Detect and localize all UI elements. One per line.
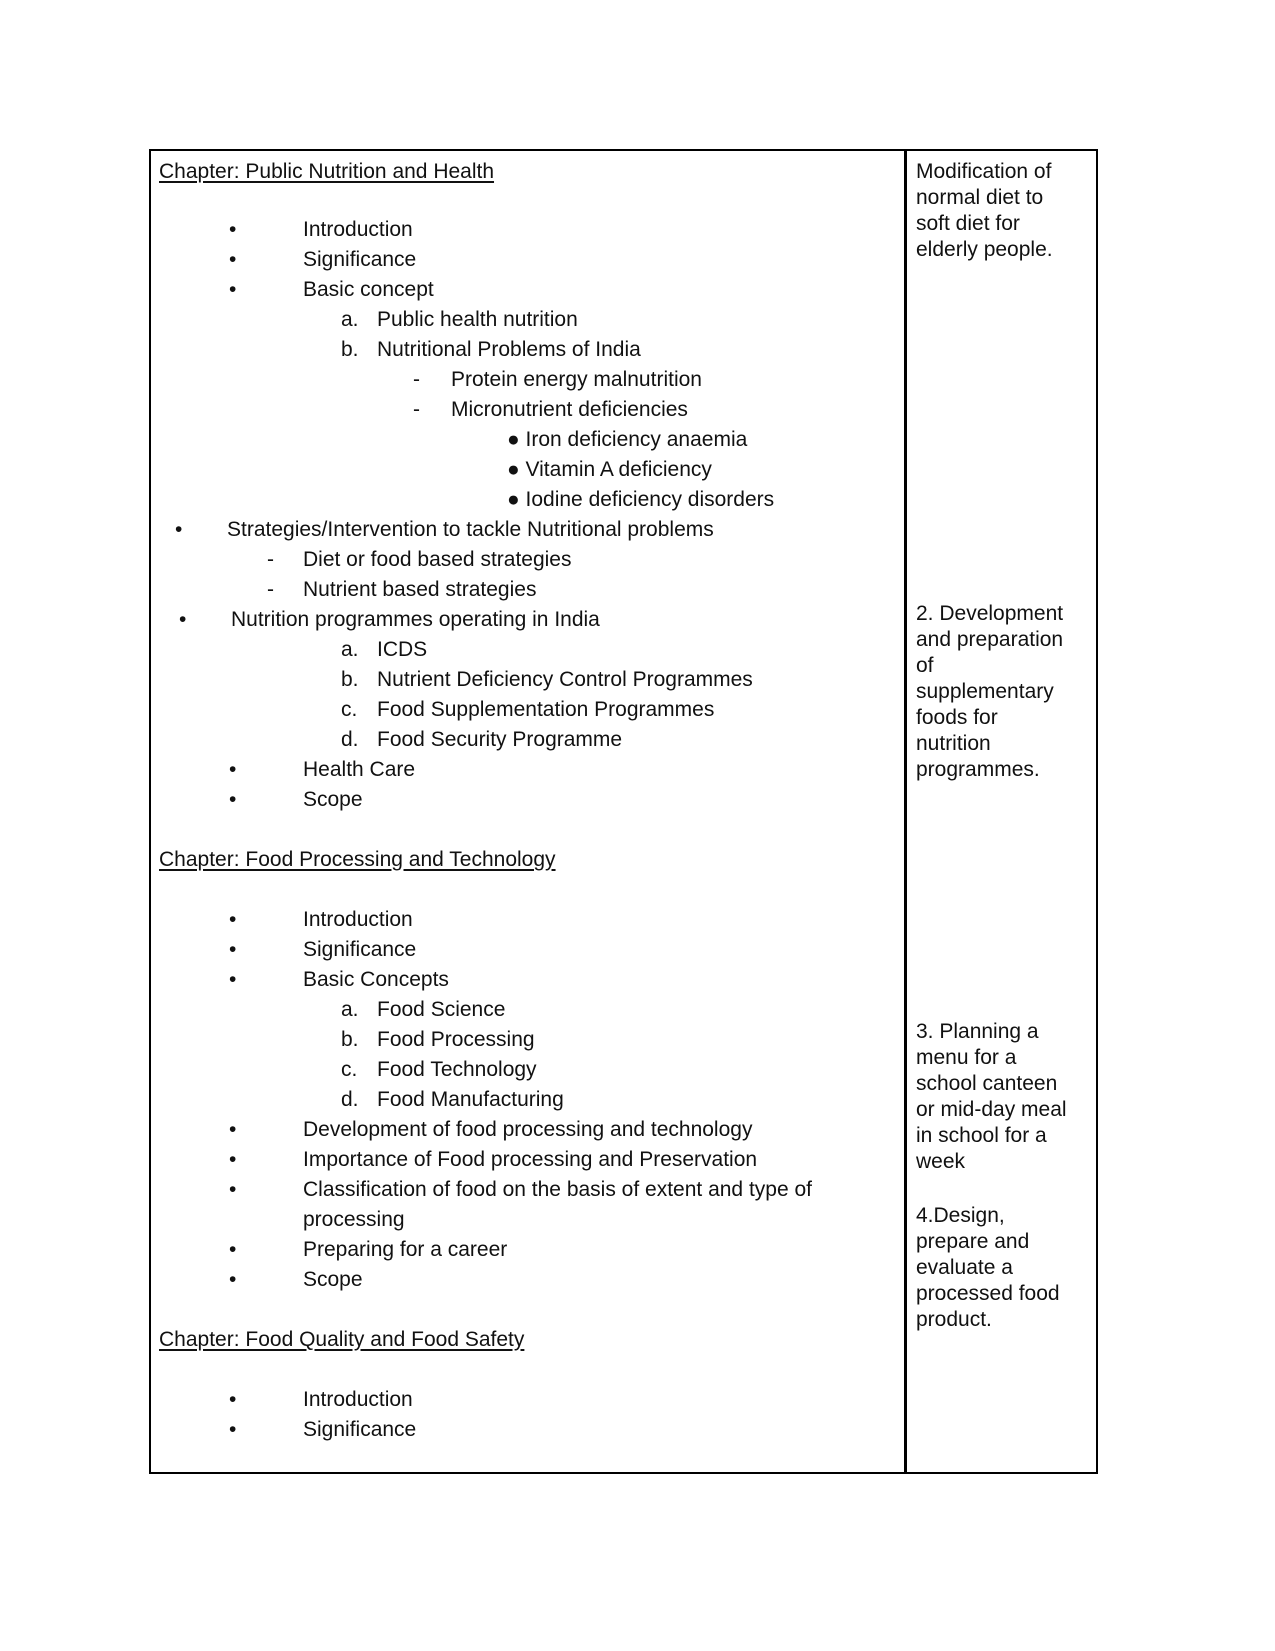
bullet-marker: • [229,248,237,271]
chapter-title-food-processing: Chapter: Food Processing and Technology [159,848,556,871]
list-letter: d. [341,728,359,751]
ch1-strategies: Strategies/Intervention to tackle Nutritional problems [227,518,714,541]
ch1-introduction: Introduction [303,218,413,241]
column-divider [904,151,907,1472]
bullet-marker: • [229,908,237,931]
list-letter: a. [341,998,359,1021]
ch1-icds: ICDS [377,638,428,661]
ch2-basic-concepts: Basic Concepts [303,968,449,991]
ch2-development: Development of food processing and technology [303,1118,753,1141]
practical-item-2: 2. Development and preparation of supplementary foods for nutrition programmes. [916,602,1064,781]
ch2-career: Preparing for a career [303,1238,508,1261]
ch2-food-manufacturing: Food Manufacturing [377,1088,564,1111]
ch2-introduction: Introduction [303,908,413,931]
bullet-marker: • [229,1118,237,1141]
bullet-marker: • [229,758,237,781]
list-letter: b. [341,1028,359,1051]
ch3-significance: Significance [303,1418,417,1441]
bullet-marker: • [175,518,183,541]
bullet-marker: • [229,1178,237,1201]
bullet-marker: • [229,1268,237,1291]
list-letter: b. [341,338,359,361]
list-letter: b. [341,668,359,691]
ch2-classification-line1: Classification of food on the basis of extent and type of [303,1178,812,1201]
chapter-title-food-quality: Chapter: Food Quality and Food Safety [159,1328,525,1351]
ch3-introduction: Introduction [303,1388,413,1411]
list-dash: - [267,548,274,571]
ch1-public-health-nutrition: Public health nutrition [377,308,578,331]
bullet-marker: • [229,1148,237,1171]
ch2-scope: Scope [303,1268,363,1291]
bullet-marker: • [229,968,237,991]
ch1-scope: Scope [303,788,363,811]
list-letter: a. [341,308,359,331]
ch1-diet-strategies: Diet or food based strategies [303,548,572,571]
list-letter: d. [341,1088,359,1111]
bullet-marker: • [229,938,237,961]
list-letter: a. [341,638,359,661]
list-dash: - [413,398,420,421]
ch2-food-processing: Food Processing [377,1028,535,1051]
ch1-fsp: Food Supplementation Programmes [377,698,715,721]
ch1-iodine: ● Iodine deficiency disorders [507,488,775,511]
ch2-food-science: Food Science [377,998,506,1021]
ch1-pem: Protein energy malnutrition [451,368,702,391]
ch2-importance: Importance of Food processing and Preservation [303,1148,758,1171]
bullet-marker: • [229,1388,237,1411]
ch2-significance: Significance [303,938,417,961]
ch1-iron-deficiency: ● Iron deficiency anaemia [507,428,748,451]
bullet-marker: • [179,608,187,631]
ch1-nutritional-problems: Nutritional Problems of India [377,338,641,361]
practical-item-4: 4.Design, prepare and evaluate a processed food product. [916,1204,1060,1331]
list-letter: c. [341,698,358,721]
list-dash: - [413,368,420,391]
bullet-marker: • [229,278,237,301]
bullet-marker: • [229,1238,237,1261]
ch1-nutrient-strategies: Nutrient based strategies [303,578,537,601]
bullet-marker: • [229,788,237,811]
ch1-health-care: Health Care [303,758,416,781]
ch2-food-technology: Food Technology [377,1058,537,1081]
chapter-title-public-nutrition: Chapter: Public Nutrition and Health [159,160,495,183]
list-letter: c. [341,1058,358,1081]
ch1-programmes: Nutrition programmes operating in India [231,608,600,631]
bullet-marker: • [229,1418,237,1441]
ch1-significance: Significance [303,248,417,271]
list-dash: - [267,578,274,601]
ch1-basic-concept: Basic concept [303,278,434,301]
bullet-marker: • [229,218,237,241]
practical-item-3: 3. Planning a menu for a school canteen or mid-day meal in school for a week [916,1020,1067,1173]
ch1-micronutrient: Micronutrient deficiencies [451,398,688,421]
practical-item-1: Modification of normal diet to soft diet for elderly people. [916,160,1053,261]
syllabus-table [149,149,1098,1474]
ch1-vitamin-a: ● Vitamin A deficiency [507,458,712,481]
ch2-classification-line2: processing [303,1208,405,1231]
ch1-ndcp: Nutrient Deficiency Control Programmes [377,668,753,691]
ch1-food-security: Food Security Programme [377,728,623,751]
